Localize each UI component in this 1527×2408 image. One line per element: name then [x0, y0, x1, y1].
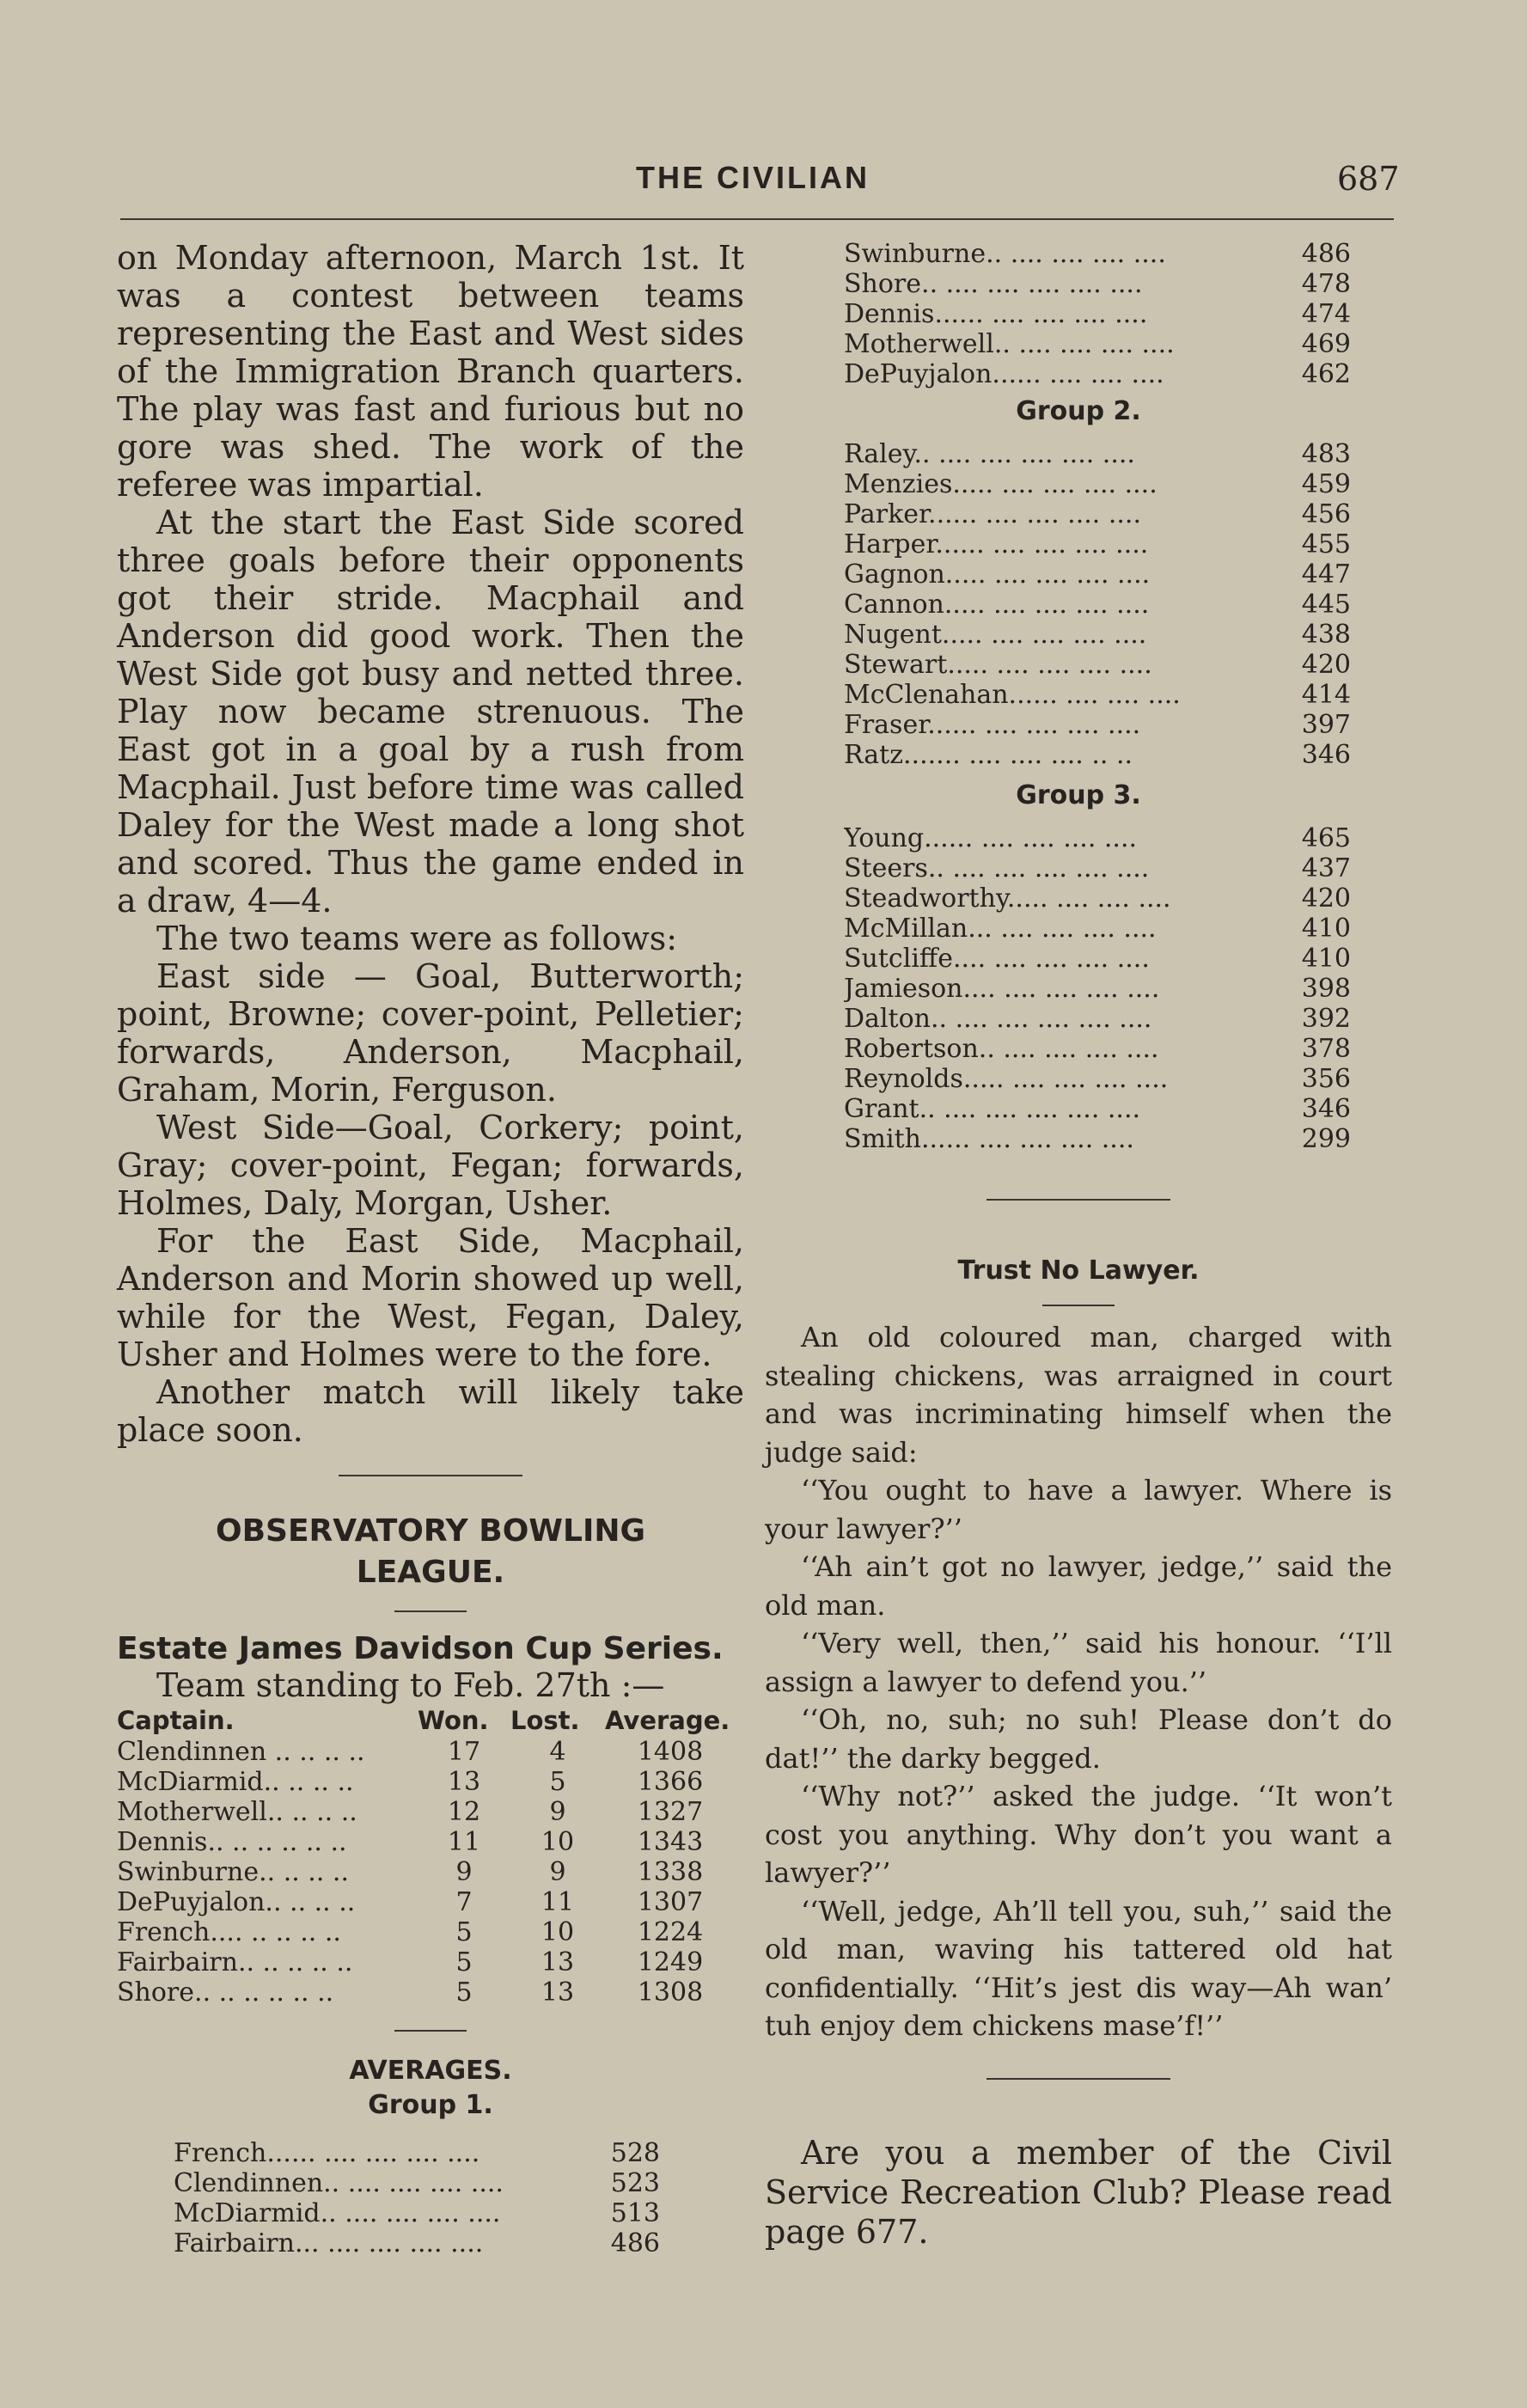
standing-line: Team standing to Feb. 27th :—	[156, 1666, 665, 1704]
team-average: 1224	[637, 1917, 704, 1947]
team-won: 11	[447, 1827, 481, 1857]
bowler-average: 486	[610, 2228, 660, 2258]
short-divider	[394, 1610, 467, 1612]
bowler-name: Ratz....... .... .... .... .. ..	[844, 740, 1133, 770]
group2-title: Group 2.	[1016, 396, 1141, 426]
list-item	[844, 680, 1351, 710]
story-paragraph-4: ‘‘Very well, then,’’ said his honour. ‘‘I’ll assign a lawyer to defend you.’’	[765, 1627, 1392, 1698]
bowler-average: 474	[1301, 299, 1351, 329]
bowler-name: Parker...... .... .... .... ....	[844, 499, 1141, 529]
bowler-average: 392	[1301, 1004, 1351, 1034]
standings-table	[117, 1704, 736, 2008]
story-paragraph-6: ‘‘Why not?’’ asked the judge. ‘‘It won’t cost you anything. Why don’t you want a lawyer?’’	[765, 1780, 1392, 1889]
averages-heading	[117, 2054, 744, 2123]
list-item	[844, 1004, 1351, 1034]
group2-list	[844, 439, 1351, 770]
header-captain: Captain.	[117, 1706, 235, 1735]
list-item	[174, 2168, 660, 2198]
team-won: 5	[455, 1917, 473, 1947]
group3-title: Group 3.	[1016, 780, 1141, 810]
list-item	[844, 590, 1351, 620]
bowler-average: 486	[1301, 239, 1351, 269]
team-average: 1249	[637, 1947, 704, 1977]
story-paragraph-5: ‘‘Oh, no, suh; no suh! Please don’t do dat!’’ the darky begged.	[765, 1703, 1392, 1775]
bowler-name: DePuyjalon...... .... .... ....	[844, 359, 1164, 389]
list-item	[844, 1034, 1351, 1064]
list-item	[844, 439, 1351, 469]
bowler-average: 299	[1301, 1124, 1351, 1154]
table-row	[117, 1797, 736, 1827]
header-won: Won.	[418, 1706, 489, 1735]
bowler-average: 397	[1301, 710, 1351, 740]
team-captain: Fairbairn.. .. .. .. ..	[117, 1947, 353, 1977]
list-item	[844, 740, 1351, 770]
bowler-average: 410	[1301, 914, 1351, 944]
running-title: THE CIVILIAN	[636, 160, 870, 195]
bowler-name: Clendinnen.. .... .... .... ....	[174, 2168, 504, 2198]
hockey-paragraph-2: At the start the East Side scored three goals before their opponents got their stride. Macphail and Anderson did good work. Then the West Side got busy and netted three. Play now became strenuous. The East got in a goal by a rush from Macphail. Just before time was called Daley for the West made a long shot and scored. Thus the game ended in a draw, 4—4.	[117, 504, 744, 920]
team-captain: Motherwell.. .. .. ..	[117, 1797, 357, 1827]
bowler-name: Gagnon..... .... .... .... ....	[844, 559, 1151, 590]
team-average: 1343	[637, 1827, 704, 1857]
bowler-name: Fairbairn... .... .... .... ....	[174, 2228, 484, 2258]
list-item	[844, 1064, 1351, 1094]
bowler-name: Stewart..... .... .... .... ....	[844, 650, 1152, 680]
hockey-paragraph-5: West Side—Goal, Corkery; point, Gray; cover-point, Fegan; forwards, Holmes, Daly, Morgan, Usher.	[117, 1109, 744, 1222]
header-rule	[120, 218, 1394, 220]
team-lost: 10	[541, 1827, 575, 1857]
table-row	[117, 1827, 736, 1857]
bowler-average: 483	[1301, 439, 1351, 469]
list-item	[844, 299, 1351, 329]
team-average: 1307	[637, 1887, 704, 1917]
bowler-average: 414	[1301, 680, 1351, 710]
hockey-paragraph-3: The two teams were as follows:	[156, 920, 678, 957]
team-lost: 11	[541, 1887, 575, 1917]
team-lost: 13	[541, 1977, 575, 2008]
bowler-average: 528	[610, 2138, 660, 2168]
list-item	[844, 914, 1351, 944]
team-average: 1338	[637, 1857, 704, 1887]
bowler-average: 437	[1301, 853, 1351, 883]
table-row	[117, 1977, 736, 2008]
bowler-average: 420	[1301, 650, 1351, 680]
list-item	[844, 620, 1351, 650]
league-title-line-1: OBSERVATORY BOWLING	[215, 1513, 646, 1549]
story-title: Trust No Lawyer.	[957, 1256, 1200, 1286]
group1-list	[174, 2138, 660, 2258]
table-row	[117, 1767, 736, 1797]
team-average: 1366	[637, 1767, 704, 1797]
story-paragraph-1: An old coloured man, charged with stealing chickens, was arraigned in court and was incriminating himself when the judge said:	[765, 1321, 1392, 1469]
bowler-average: 455	[1301, 529, 1351, 559]
list-item	[844, 1124, 1351, 1154]
list-item	[844, 529, 1351, 559]
story-paragraph-2: ‘‘You ought to have a lawyer. Where is your lawyer?’’	[765, 1474, 1392, 1545]
hockey-paragraph-7: Another match will likely take place soon.	[117, 1373, 744, 1449]
bowler-name: Dalton.. .... .... .... .... ....	[844, 1004, 1152, 1034]
team-won: 12	[447, 1797, 481, 1827]
team-lost: 9	[549, 1797, 566, 1827]
table-row	[117, 1737, 736, 1767]
standings-header-row	[117, 1704, 736, 1737]
bowler-name: Harper...... .... .... .... ....	[844, 529, 1149, 559]
list-item	[844, 239, 1351, 269]
bowler-average: 346	[1301, 1094, 1351, 1124]
bowler-average: 398	[1301, 974, 1351, 1004]
list-item	[844, 650, 1351, 680]
team-average: 1308	[637, 1977, 704, 2008]
team-won: 7	[455, 1887, 473, 1917]
team-average: 1408	[637, 1737, 704, 1767]
table-row	[117, 1917, 736, 1947]
header-lost: Lost.	[510, 1706, 580, 1735]
short-divider	[1042, 1305, 1115, 1306]
bowler-name: Sutcliffe.... .... .... .... ....	[844, 944, 1150, 974]
list-item	[174, 2138, 660, 2168]
list-item	[174, 2198, 660, 2228]
bowler-name: Dennis...... .... .... .... ....	[844, 299, 1148, 329]
list-item	[844, 559, 1351, 590]
team-won: 13	[447, 1767, 481, 1797]
page-header	[0, 155, 1527, 198]
team-captain: Shore.. .. .. .. .. ..	[117, 1977, 334, 2008]
team-captain: DePuyjalon.. .. .. ..	[117, 1887, 356, 1917]
team-won: 17	[447, 1737, 481, 1767]
bowler-name: Cannon..... .... .... .... ....	[844, 590, 1150, 620]
list-item	[844, 944, 1351, 974]
league-heading	[117, 1511, 744, 1593]
bowler-average: 346	[1301, 740, 1351, 770]
hockey-paragraph-4: East side — Goal, Butterworth; point, Browne; cover-point, Pelletier; forwards, Anderson, Macphail, Graham, Morin, Ferguson.	[117, 957, 744, 1109]
list-item	[844, 883, 1351, 914]
team-lost: 5	[549, 1767, 566, 1797]
bowler-average: 456	[1301, 499, 1351, 529]
team-captain: French.... .. .. .. ..	[117, 1917, 341, 1947]
bowler-average: 459	[1301, 469, 1351, 499]
table-row	[117, 1947, 736, 1977]
bowler-name: Raley.. .... .... .... .... ....	[844, 439, 1135, 469]
closing-note: Are you a member of the Civil Service Recreation Club? Please read page 677.	[765, 2133, 1392, 2251]
team-won: 5	[455, 1947, 473, 1977]
group3-list	[844, 823, 1351, 1154]
bowler-name: Nugent..... .... .... .... ....	[844, 620, 1147, 650]
averages-title: AVERAGES.	[349, 2056, 512, 2086]
team-won: 5	[455, 1977, 473, 2008]
bowler-name: McMillan... .... .... .... ....	[844, 914, 1157, 944]
list-item	[844, 974, 1351, 1004]
team-won: 9	[455, 1857, 473, 1887]
team-lost: 10	[541, 1917, 575, 1947]
series-title: Estate James Davidson Cup Series.	[117, 1631, 724, 1666]
bowler-average: 462	[1301, 359, 1351, 389]
table-row	[117, 1857, 736, 1887]
header-average: Average.	[605, 1706, 730, 1735]
bowler-average: 356	[1301, 1064, 1351, 1094]
bowler-average: 420	[1301, 883, 1351, 914]
page-number: 687	[1337, 160, 1400, 198]
short-divider	[394, 2030, 467, 2032]
list-item	[844, 499, 1351, 529]
section-divider	[986, 2078, 1170, 2080]
bowler-average: 465	[1301, 823, 1351, 853]
list-item	[174, 2228, 660, 2258]
bowler-average: 378	[1301, 1034, 1351, 1064]
team-lost: 13	[541, 1947, 575, 1977]
bowler-name: Grant.. .... .... .... .... ....	[844, 1094, 1141, 1124]
bowler-name: Steers.. .... .... .... .... ....	[844, 853, 1150, 883]
bowler-average: 523	[610, 2168, 660, 2198]
bowler-name: Reynolds..... .... .... .... ....	[844, 1064, 1169, 1094]
bowler-name: Motherwell.. .... .... .... ....	[844, 329, 1175, 359]
team-lost: 4	[549, 1737, 566, 1767]
list-item	[844, 269, 1351, 299]
bowler-average: 447	[1301, 559, 1351, 590]
group1-title: Group 1.	[368, 2090, 493, 2120]
hockey-paragraph-1: on Monday afternoon, March 1st. It was a contest between teams representing the East and West sides of the Immigration Branch quarters. The play was fast and furious but no gore was shed. The work of the referee was impartial.	[117, 239, 744, 504]
bowler-name: Shore.. .... .... .... .... ....	[844, 269, 1143, 299]
table-row	[117, 1887, 736, 1917]
bowler-average: 513	[610, 2198, 660, 2228]
section-divider	[986, 1199, 1170, 1201]
list-item	[844, 823, 1351, 853]
bowler-name: Robertson.. .... .... .... ....	[844, 1034, 1159, 1064]
bowler-name: Menzies..... .... .... .... ....	[844, 469, 1157, 499]
bowler-name: McClenahan...... .... .... ....	[844, 680, 1181, 710]
right-column	[765, 239, 1392, 2252]
story-paragraph-7: ‘‘Well, jedge, Ah’ll tell you, suh,’’ said the old man, waving his tattered old hat confidentially. ‘‘Hit’s jest dis way—Ah wan’ tuh enjoy dem chickens mase’f!’’	[765, 1894, 1392, 2042]
bowler-average: 478	[1301, 269, 1351, 299]
list-item	[844, 853, 1351, 883]
bowler-average: 445	[1301, 590, 1351, 620]
left-column	[117, 239, 744, 2258]
bowler-name: Young...... .... .... .... ....	[844, 823, 1138, 853]
bowler-name: French...... .... .... .... ....	[174, 2138, 480, 2168]
bowler-average: 410	[1301, 944, 1351, 974]
list-item	[844, 329, 1351, 359]
league-title-line-2: LEAGUE.	[356, 1555, 505, 1590]
team-average: 1327	[637, 1797, 704, 1827]
list-item	[844, 710, 1351, 740]
bowler-name: Swinburne.. .... .... .... ....	[844, 239, 1166, 269]
bowler-name: Fraser...... .... .... .... ....	[844, 710, 1141, 740]
story-paragraph-3: ‘‘Ah ain’t got no lawyer, jedge,’’ said the old man.	[765, 1550, 1392, 1622]
team-captain: Dennis.. .. .. .. .. ..	[117, 1827, 347, 1857]
list-item	[844, 1094, 1351, 1124]
bowler-name: McDiarmid.. .... .... .... ....	[174, 2198, 501, 2228]
section-divider	[339, 1475, 522, 1476]
team-lost: 9	[549, 1857, 566, 1887]
hockey-paragraph-6: For the East Side, Macphail, Anderson and Morin showed up well, while for the West, Fegan, Daley, Usher and Holmes were to the fore.	[117, 1222, 744, 1373]
bowler-name: Steadworthy..... .... .... ....	[844, 883, 1171, 914]
team-captain: Swinburne.. .. .. ..	[117, 1857, 349, 1887]
bowler-average: 438	[1301, 620, 1351, 650]
list-item	[844, 469, 1351, 499]
team-captain: McDiarmid.. .. .. ..	[117, 1767, 354, 1797]
list-item	[844, 359, 1351, 389]
team-captain: Clendinnen .. .. .. ..	[117, 1737, 365, 1767]
bowler-name: Smith...... .... .... .... ....	[844, 1124, 1134, 1154]
bowler-average: 469	[1301, 329, 1351, 359]
bowler-name: Jamieson.... .... .... .... ....	[844, 974, 1160, 1004]
group1-continued-list	[844, 239, 1351, 389]
